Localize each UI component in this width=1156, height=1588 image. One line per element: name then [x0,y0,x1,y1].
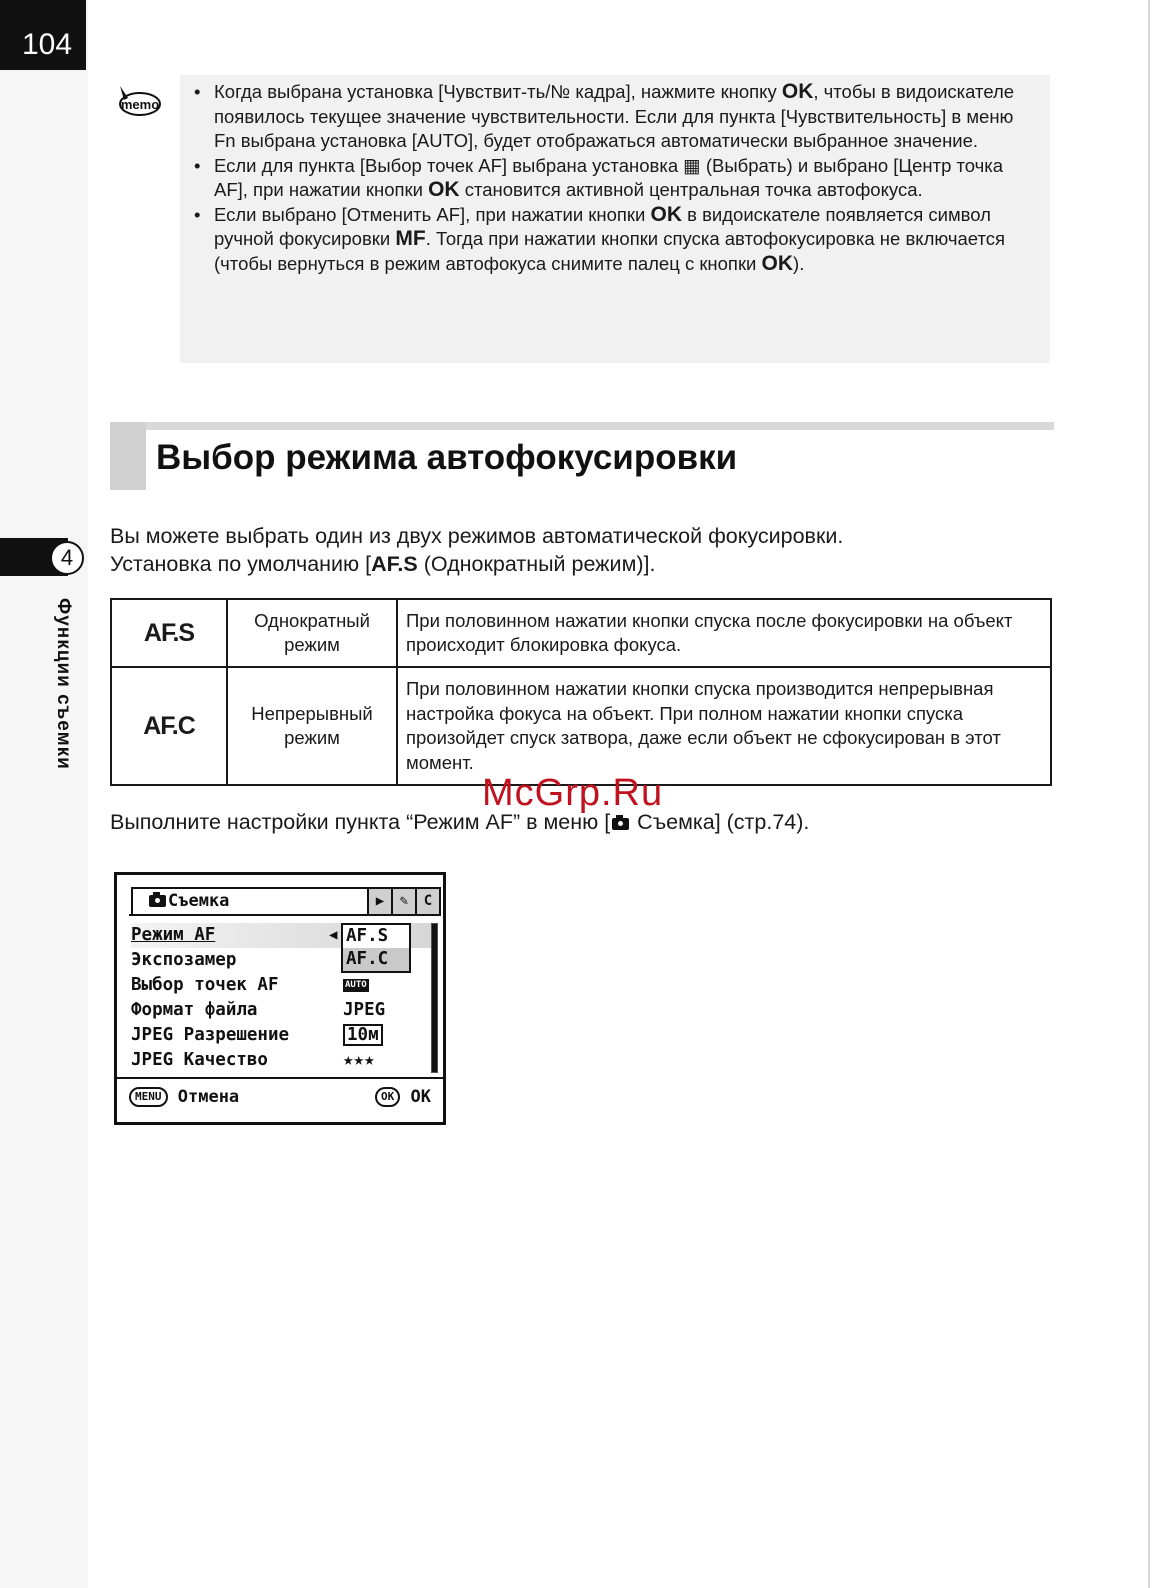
menu-tab-icons [367,889,439,914]
mode-description: При половинном нажатии кнопки спуска после фокусировки на объект происходит блокировка фокуса. [397,599,1051,667]
cancel-button[interactable]: MENU Отмена [129,1085,239,1109]
scrollbar-thumb[interactable] [432,924,437,1072]
mode-code: AF.S [111,599,227,667]
menu-item-af-point[interactable]: Выбор точек AF AUTO [131,975,367,995]
setup-tab-icon[interactable]: ✎ [391,889,415,914]
af-mode-table [110,598,1052,786]
mode-name: Непрерывный режим [227,667,397,785]
mode-name: Однократный режим [227,599,397,667]
camera-menu-screen [114,872,446,1125]
af-mode-dropdown[interactable] [341,923,411,973]
section-marker [110,422,146,490]
section-rule [110,422,1054,430]
left-margin-strip [0,0,88,1588]
table-row [111,599,1051,667]
memo-item: • Если для пункта [Выбор точек AF] выбрана установка ▦ (Выбрать) и выбрано [Центр точка AF], при нажатии кнопки OK становится активной центральная точка автофокуса. [190,154,1038,203]
memo-icon [114,82,162,122]
menu-item-jpeg-quality[interactable]: JPEG Качество ★★★ [131,1048,431,1073]
menu-item-file-format[interactable]: Формат файла JPEG [131,1000,386,1020]
instruction-text: Выполните настройки пункта “Режим AF” в меню [ Съемка] (стр.74). [110,810,810,834]
watermark: McGrp.Ru [482,772,664,814]
table-row [111,667,1051,785]
menu-divider [129,914,441,916]
section-title: Выбор режима автофокусировки [156,438,738,477]
menu-footer-divider [117,1077,443,1079]
camera-icon [612,818,629,830]
menu-item-metering[interactable]: Экспозамер [131,950,237,970]
chapter-number: 4 [50,541,84,575]
intro-line-1: Вы можете выбрать один из двух режимов автоматической фокусировки. [110,524,844,548]
resolution-icon: 10м [343,1024,383,1046]
menu-item-jpeg-resolution[interactable]: JPEG Разрешение 10м [131,1023,431,1048]
menu-scrollbar[interactable] [431,923,438,1073]
mode-code: AF.C [111,667,227,785]
memo-list [190,80,1038,276]
menu-key-icon: MENU [129,1087,168,1107]
auto-badge: AUTO [345,979,367,990]
playback-tab-icon[interactable]: ▶ [367,889,391,914]
page-edge [1148,0,1150,1588]
dropdown-option[interactable]: AF.S [346,926,389,946]
memo-item: • Когда выбрана установка [Чувствит-ть/№ кадра], нажмите кнопку OK, чтобы в видоискателе появилось текущее значение чувствительности. Если для пункта [Чувствительность] в меню Fn выбрана установка [AUTO], будет отображаться автоматически выбранное значение. [190,80,1038,154]
chapter-title: Функции съемки [53,598,74,770]
default-mode: AF.S [371,552,418,576]
intro-paragraph [110,522,1050,578]
mode-description: При половинном нажатии кнопки спуска производится непрерывная настройка фокуса на объект. При полном нажатии кнопки спуска произойдет спуск затвора, даже если объект не сфокусирован в этот момент. [397,667,1051,785]
intro-line-2: Установка по умолчанию [AF.S (Однократный режим)]. [110,552,656,576]
menu-tab-bar [131,887,441,914]
memo-icon-label: memo [120,97,160,112]
custom-tab-icon[interactable]: C [415,889,439,914]
menu-tab-title[interactable]: Съемка [147,891,229,911]
memo-item: • Если выбрано [Отменить AF], при нажатии кнопки OK в видоискателе появляется символ ручной фокусировки MF. Тогда при нажатии кнопки спуска автофокусировка не включается (чтобы вернуться в режим автофокуса снимите палец с кнопки OK). [190,203,1038,277]
ok-key-icon: OK [375,1087,400,1107]
camera-icon [149,895,166,907]
left-arrow-icon: ◀ [329,927,338,943]
dropdown-option[interactable]: AF.C [343,948,409,971]
quality-stars: ★★★ [343,1050,375,1070]
menu-item-af-mode[interactable]: Режим AF ◀ AF.S AF.C [131,923,431,948]
menu-list [131,923,431,1073]
ok-button[interactable]: OK OK [375,1085,431,1109]
page-number: 104 [0,0,86,70]
